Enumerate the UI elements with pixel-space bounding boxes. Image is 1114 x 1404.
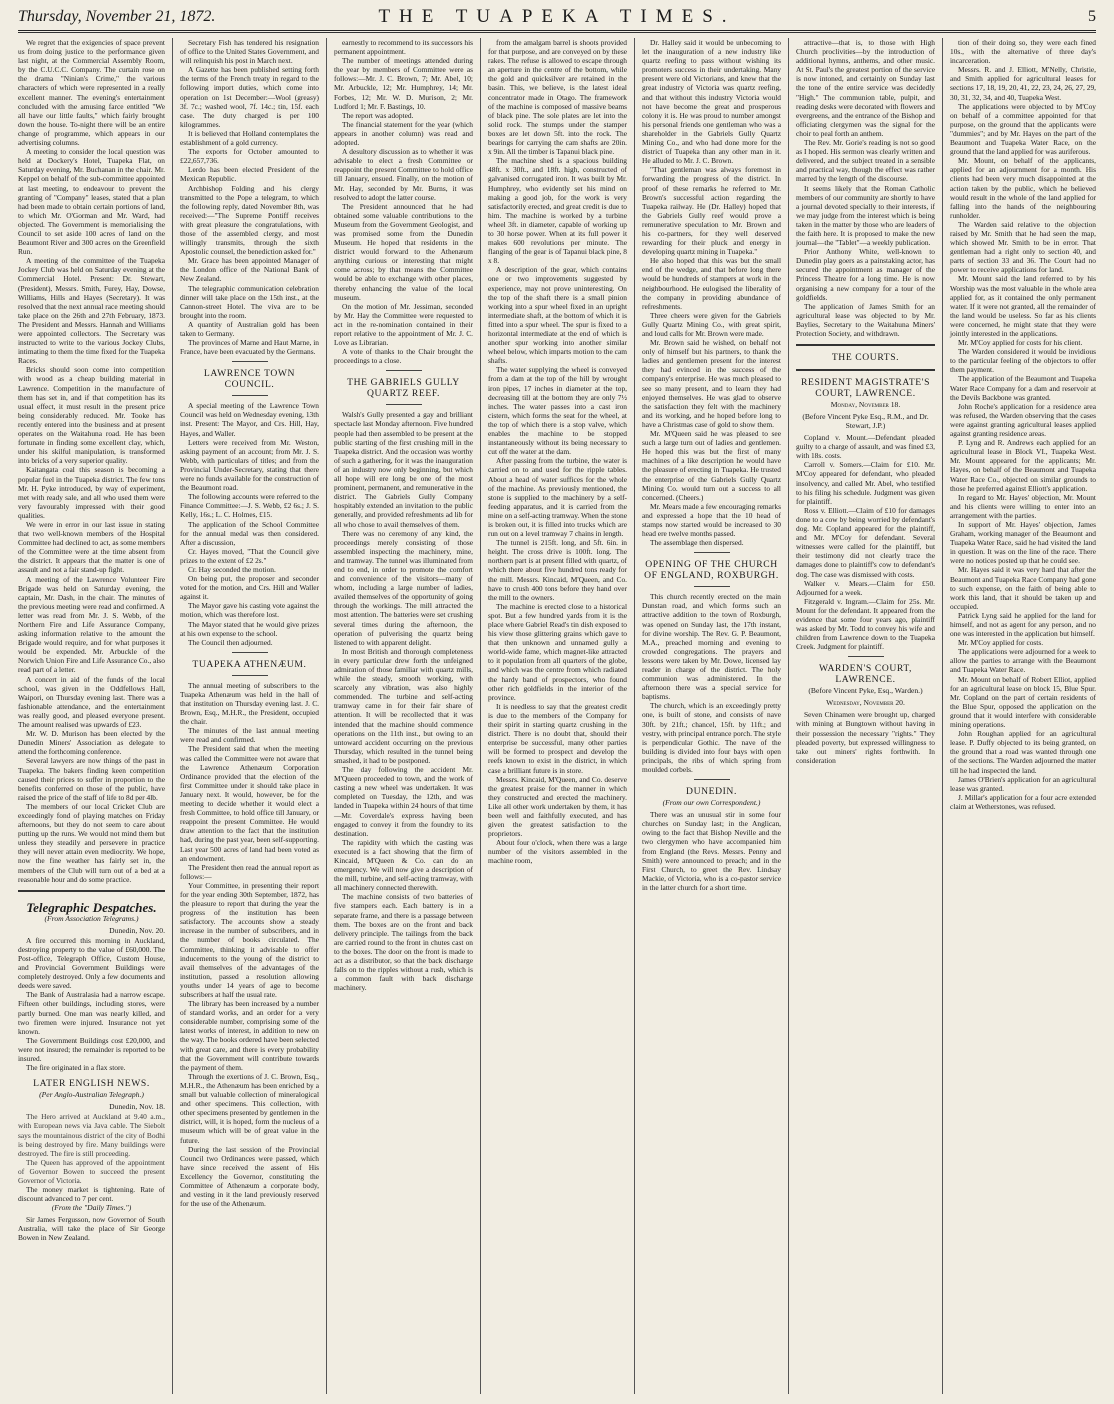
paragraph: "That gentleman was always foremost in forwarding the progress of the district. In proof of these remarks he referred to Mr. Brown's successful action regarding the Tuapeka railway. He (Dr. Halley) hoped that the Gabriels Gully reef would prove a remunerative speculation to Mr. Brown and his co-partners, for they well deserved rewarding for their pluck and energy in developing quartz mining in Tuapeka." (642, 165, 781, 257)
paragraph: A meeting to consider the local question was held at Dockery's Hotel, Tuapeka Flat, on Saturday evening, Mr. Buchanan in the chair. Mr. Keppel on behalf of the sub-committee appointed at last meeting, to endeavour to prevent the granting of "Company" leases, stated that a plan had been made to obtain certain portions of land, to which Mr. O'Gorman and Mr. Ward, had objected. The Government is memorialising the Council to set aside 100 acres of land on the Beaumont River and 300 acres on the Greenfield Run. (18, 147, 165, 257)
dunedin-subheading: (From our own Correspondent.) (662, 798, 761, 808)
paragraph: Secretary Fish has tendered his resignation of office to the United States Government, and will relinquish his post in March next. (180, 38, 319, 66)
paragraph: Mr. Mount on behalf of Robert Elliot, applied for an agricultural lease on block 15, Blue Spur. Mr. Copland on the part of certain residents of the Blue Spur, opposed the application on the ground that it would interfere with considerable mining operations. (950, 674, 1096, 730)
page-number: 5 (1088, 8, 1096, 25)
paragraph: The application of the Beaumont and Tuapeka Water Race Company for a dam and reservoir at the Devils Backbone was granted. (950, 374, 1096, 402)
later-news-heading: LATER ENGLISH NEWS. (33, 1078, 150, 1090)
paragraph: The Hero arrived at Auckland at 9.40 a.m., with European news via Java cable. The Siebolt says the mountainous district of the city of Bodhi is being destroyed by fire. Many buildings were destroyed. The fire is still proceeding. (18, 1112, 165, 1158)
paragraph: The number of meetings attended during the year by members of Committee were as follows:—Mr. J. C. Brown, 7; Mr. Abel, 10; Mr. Arbuckle, 12; Mr. Humphrey, 14; Mr. Forbes, 12; Mr. W. D. Murison, 2; Mr. Ludford 1; Mr. F. Bastings, 10. (334, 56, 473, 111)
court-bench: (Before Vincent Pyke, Esq., Warden.) (808, 686, 923, 696)
paragraph: Carroll v. Somers.—Claim for £10. Mr. M'Coy appeared for defendant, who pleaded insolvency, and called Mr. Abel, who testified to his filing his schedule. Judgment was given for plaintiff. (796, 460, 935, 506)
dunedin-heading: DUNEDIN. (686, 786, 737, 798)
column-3 (326, 38, 480, 1394)
paragraph: A fire occurred this morning in Auckland, destroying property to the value of £60,000. The Post-office, Telegraph Office, Custom House, and Provincial Government Buildings were completely destroyed. Only a few documents and deeds were saved. (18, 935, 165, 991)
paragraph: He also hoped that this was but the small end of the wedge, and that before long there would be hundreds of stampers at work in the neighbourhood. He eulogised the liberality of the company in providing abundance of refreshments. (642, 256, 781, 311)
telegraphic-heading: Telegraphic Despatches. (26, 899, 157, 915)
paragraph: It is believed that Holland contemplates the establishment of a gold currency. (180, 128, 319, 148)
paragraph: The assemblage then dispersed. (650, 538, 744, 548)
paragraph: Mr. Brown said he wished, on behalf not only of himself but his partners, to thank the ladies and gentlemen present for the interest they had evinced in the success of the company's enterprise. He was much pleased to see so many present, and to learn they had enjoyed themselves. He was glad to observe the satisfaction they felt with the machinery and its working, and he hoped before long to have a Christmas case of gold to show them. (642, 338, 781, 429)
paragraph: The Warden said relative to the objection raised by Mr. Smith that he had seen the map, which showed Mr. Smith to be in error. That gentleman had a right only to section 40, and parts of section 33 and 36. The Court had no power to receive applications for land. (950, 219, 1096, 275)
paragraph: Patrick Lyng said he applied for the land for himself, and not as agent for any person, and no one was interested in the application but himself. (950, 610, 1096, 639)
divider (232, 395, 268, 396)
paragraph: Cr. Hayes moved, "That the Council give prizes to the extent of £2 2s." (180, 546, 319, 565)
column-5 (634, 38, 788, 1394)
paragraph: During the last session of the Provincial Council two Ordinances were passed, which have since received the assent of His Excellency the Governor, constituting the Committee of Athenæum a corporate body, and vesting in it the land previously reserved for the use of the Athenæum. (180, 1144, 319, 1209)
column-4 (480, 38, 634, 1394)
paragraph: Prior Anthony White, well-known to Dunedin play goers as a painstaking actor, has secured the appointment as manager of the Princess Theatre for a long time. He is now organising a new company for a tour of the goldfields. (796, 247, 935, 302)
divider (694, 552, 730, 553)
later-news-subheading: (Per Anglo-Australian Telegraph.) (39, 1090, 144, 1100)
paragraph: The applications were objected to by M'Coy on behalf of a committee appointed for that purpose, on the ground that the applicants were "dummies"; and by Mr. Hayes on the part of the Beaumont and Tuapeka Water Race, on the ground that the land applied for was auriferous. (950, 101, 1096, 157)
paragraph: The Bank of Australasia had a narrow escape. Fifteen other buildings, including stores, were partly burned. One man was nearly killed, and two firemen were injured. Insurance not yet known. (18, 990, 165, 1036)
paragraph: from the amalgam barrel is shoots provided for that purpose, and are conveyed on by these rakes. The refuse is allowed to escape through an aperture in the centre of the bottom, while the gold and quicksilver are retained in the basin. This, we believe, is the latest ideal concentrator made in Otago. The framework of the machine is composed of massive beams of black pine. The sole plates are let into the solid rock. The stumps under the stamper boxes are let down 5ft. into the rock. The bearings for carrying the cam shafts are 20in. x 9in. All the timber is Tapanui black pine. (488, 38, 627, 157)
paragraph: The President said that when the meeting was called the Committee were not aware that the Lawrence Athenæum Corporation Ordinance provided that the election of the first Committee under it should take place in January next. It would, however, be for the meeting to decide whether it would elect a fresh Committee, to hold office till January, or reappoint the present Committee. He would draw attention to the fact that the institution had, during the past year, been self-supporting. Last year 500 acres of land had been voted as an endowment. (180, 744, 319, 863)
council-heading: LAWRENCE TOWN COUNCIL. (203, 368, 296, 391)
paragraph: On being put, the proposer and seconder voted for the motion, and Crs. Hill and Waller against it. (180, 574, 319, 602)
paragraph: In support of Mr. Hayes' objection, James Graham, working manager of the Beaumont and Tuapeka Water Race, said he had visited the land in question. It was on the line of the race. There were no notices posted up that he could see. (950, 519, 1096, 566)
paragraph: The President announced that he had obtained some valuable contributions to the Museum from the Government Geologist, and was promised some from the Dunedin Museum. He hoped that residents in the district would forward to the Athenæum anything curious or interesting that might come across; by that means the Committee would be able to exchange with other places, thereby enhancing the value of the local museum. (334, 201, 473, 302)
paragraph: The Mayor stated that he would give prizes at his own expense to the school. (180, 619, 319, 638)
paragraph: In most British and thorough completeness in every particular drew forth the unfeigned admiration of those familiar with quartz mills, while the steady, smooth working, with scarcely any vibration, was also highly commended. The turbine and self-acting tramway came in for their fair share of attention. It will be recollected that it was intended that the machine should commence operations on the 11th inst., but owing to an untoward accident occurring on the previous Thursday, which resulted in the tunnel being smashed, it had to be postponed. (334, 646, 473, 765)
paragraph: A quantity of Australian gold has been taken to Germany. (180, 319, 319, 338)
paragraph: Archbishop Folding and his clergy transmitted to the Pope a telegram, to which the following reply, dated November 8th, was received:—"The Supreme Pontiff receives with great pleasure the congratulations, with those of the assembled clergy, and most willingly transmits, through the sixth Apostolic counsel, the benediction asked for." (180, 183, 319, 257)
church-opening-heading: OPENING OF THE CHURCH OF ENGLAND, ROXBURGH. (644, 559, 779, 582)
paragraph: It is needless to say that the greatest credit is due to the members of the Company for their spirit in starting quartz crushing in the district. There is no doubt that, should their enterprise be successful, many other parties will be formed to prospect and develop the reefs known to exist in the district, in which case a brilliant future is in store. (488, 701, 627, 775)
paragraph: There was an unusual stir in some four churches on Sunday last; in the Anglican, owing to the fact that Bishop Neville and the two clergymen who have accompanied him from England (the Revs. Messrs. Penny and Smith) were announced to preach; and in the First Church, to greet the Rev. Lindsay Mackie, of Victoria, who is a co-pastor service in the latter church for a short time. (642, 810, 781, 892)
paragraph: Messrs. R. and J. Elliott, M'Nelly, Christie, and Smith applied for agricultural leases for sections 17, 18, 19, 20, 41, 22, 23, 24, 26, 27, 29, 30, 31, 32, 34, and 40, Tuapeka West. (950, 65, 1096, 102)
issue-date: Thursday, November 21, 1872. (18, 8, 216, 25)
paragraph: The day following the accident Mr. M'Queen proceeded to town, and the work of casting a new wheel was undertaken. It was completed on Tuesday, the 12th, and was landed in Tuapeka within 24 hours of that time—Mr. Coverdale's express having been engaged to convey it from the foundry to its destination. (334, 765, 473, 838)
paragraph: Mr. Hayes said it was very hard that after the Beaumont and Tuapeka Race Company had gone to such expense, on the faith of being able to work this land, that it should be taken up and occupied. (950, 565, 1096, 611)
resident-magistrate-heading: RESIDENT MAGISTRATE'S COURT, LAWRENCE. (800, 377, 931, 400)
paragraph: The library has been increased by a number of standard works, and an order for a very considerable number, comprising some of the latest works of interest, in addition to new on the way. The books ordered have been selected with great care, and there is every probability that the Government will contribute towards the payment of them. (180, 999, 319, 1072)
paragraph: Three cheers were given for the Gabriels Gully Quartz Mining Co., with great spirit, and loud calls for Mr. Brown were made. (642, 310, 781, 338)
paragraph: Lerdo has been elected President of the Mexican Republic. (180, 165, 319, 184)
athenaeum-heading: TUAPEKA ATHENÆUM. (192, 658, 307, 670)
paragraph: Mr. Mount said the land referred to by his Worship was the most valuable in the whole area applied for, as it contained the only permanent water. If it were not granted, all the remainder of the land would be useless. So far as his clients were concerned, he might state that they were jointly interested in the applications. (950, 274, 1096, 338)
paragraph: A desultory discussion as to whether it was advisable to elect a fresh Committee or reappoint the present Committee to hold office till January, ensued. Finally, on the motion of Mr. Hay, seconded by Mr. Burns, it was resolved to adopt the latter course. (334, 147, 473, 202)
paragraph: P. Lyng and R. Andrews each applied for an agricultural lease in Block VI., Tuapeka West. Mr. Mount appeared for the applicants; Mr. Hayes, on behalf of the Beaumont and Tuapeka Water Race Co., objected on similar grounds to those he preferred against Elliott's application. (950, 438, 1096, 493)
paragraph: About four o'clock, when there was a large number of the visitors assembled in the machine room, (488, 838, 627, 866)
paragraph: The members of our local Cricket Club are exceedingly fond of playing matches on Friday afternoons, but they do not seem to care about putting up the runs. We would not mind them but unless they steadily and persevere in practice they will never attain even mediocrity. We hope, now the fine weather has fairly set in, the members of the Club will turn out of a bed at a reasonable hour and do some practice. (18, 801, 165, 884)
newspaper-columns (18, 38, 1096, 1394)
masthead-rule (18, 32, 1096, 33)
paragraph: Ross v. Elliott.—Claim of £10 for damages done to a cow by being worried by defendant's dog. Mr. Copland appeared for the plaintiff, and Mr. M'Coy for defendant. Several witnesses were called for the plaintiff, but their testimony did not clearly trace the damages done to plaintiff's cow to defendant's dog. The case was dismissed with costs. (796, 505, 935, 579)
paragraph: This church recently erected on the main Dunstan road, and which forms such an attractive addition to the town of Roxburgh, was opened on Sunday last, the 17th instant, for divine worship. The Rev. G. P. Beaumont, M.A., preached morning and evening to crowded congregations. The prayers and lessons were taken by Mr. Dowe, licensed lay reader in charge of the district. The holy communion was administered. In the afternoon there was a special service for baptisms. (642, 592, 781, 702)
paragraph: Letters were received from Mr. Weston, asking payment of an account; from Mr. J. S. Webb, with particulars of titles; and from the Provincial Under-Secretary, stating that there were no funds available for the construction of the Beaumont road. (180, 437, 319, 493)
paragraph: The financial statement for the year (which appears in another column) was read and adopted. (334, 119, 473, 148)
section-rule (18, 890, 165, 892)
paragraph: Mr. Mount, on behalf of the applicants, applied for an adjournment for a month. His clients had been very much disappointed at the action taken by the public, which he believed would result in the whole of the land applied for falling into the hands of the neighbouring runholder. (950, 156, 1096, 220)
paragraph: Mr. M'Queen said he was pleased to see such a large turn out of ladies and gentlemen. He hoped this was but the first of many machines of a like description he would have the pleasure of erecting in Tuapeka. He trusted the enterprise of the Gabriels Gully Quartz Mining Co. would turn out a success to all concerned. (Cheers.) (642, 429, 781, 502)
paragraph: The money market is tightening. Rate of discount advanced to 7 per cent. (18, 1185, 165, 1204)
paragraph: Fitzgerald v. Ingram.—Claim for 25s. Mr. Mount for the defendant. It appeared from the evidence that some four years ago, plaintiff was asked by Mr. Todd to convey his wife and children from Lawrence down to the Tuapeka Creek. Judgment for plaintiff. (796, 596, 935, 652)
paragraph: The water supplying the wheel is conveyed from a dam at the top of the hill by wrought iron pipes, 17 inches in diameter at the top, decreasing till at the bottom they are only 7½ inches. The water passes into a cast iron cistern, which forms the seat for the wheel, at the top of which there is a stop valve, which enables the machine to be stopped instantaneously without its being necessary to cut off the water at the dam. (488, 365, 627, 457)
paragraph: The exports for October amounted to £22,657,736. (180, 147, 319, 166)
paragraph: Mr. Mears made a few encouraging remarks and expressed a hope that the 10 head of stamps now started would be increased to 30 head ere twelve months passed. (642, 501, 781, 539)
paragraph: Through the exertions of J. C. Brown, Esq., M.H.R., the Athenæum has been enriched by a small but valuable collection of mineralogical and other specimens. This collection, with other specimens presented by gentlemen in the district, will, it is hoped, form the nucleus of a museum which will be of great value in the future. (180, 1071, 319, 1145)
paragraph: Mr. Grace has been appointed Manager of the London office of the National Bank of New Zealand. (180, 256, 319, 284)
paragraph: attractive—that is, to those with High Church proclivities—by the introduction of additional hymns, anthems, and other music. At St. Paul's the greatest portion of the service is now intoned, and certainly on Sunday last the tone of the entire service was decidedly "High." The communion table, pulpit, and reading desks were decorated with flowers and evergreens, and the entrance of the Bishop and officiating clergymen was the signal for the choir to peal forth an anthem. (796, 38, 935, 138)
paragraph: The minutes of the last annual meeting were read and confirmed. (180, 726, 319, 745)
paragraph: Kaitangata coal this season is becoming a popular fuel in the Tuapeka district. The few tons Mr. H. Pyke introduced, by way of experiment, met with ready sale, and all who used them were very favourably impressed with their good qualities. (18, 465, 165, 520)
paragraph: We were in error in our last issue in stating that two well-known members of the Hospital Committee had declined to act, as some members of the Committee were at the time absent from the district. It appears that the matter is one of assault and not a fair stand-up fight. (18, 519, 165, 575)
column-1 (18, 38, 172, 1394)
paragraph: The Queen has approved of the appointment of Governor Bowen to succeed the present Governor of Victoria. (18, 1157, 165, 1185)
paragraph: James O'Brien's application for an agricultural lease was granted. (950, 774, 1096, 793)
column-7 (942, 38, 1096, 1394)
paragraph: Walsh's Gully presented a gay and brilliant spectacle last Monday afternoon. Five hundred people had then assembled to be present at the public starting of the first crushing mill in the Tuapeka district. And the occasion was worthy of such a gathering, for it was the inauguration of an industry now only beginning, but which all hope will ere long be one of the most prominent, permanent, and remunerative in the district. The Gabriels Gully Company hospitably extended an invitation to the public generally, and provided refreshments ad lib for all who chose to avail themselves of them. (334, 410, 473, 529)
divider (232, 652, 268, 653)
section-rule (796, 369, 935, 371)
paragraph: The telegraphic communication celebration dinner will take place on the 15th inst., at the Cannon-street Hotel. The viva are to be brought into the room. (180, 283, 319, 320)
paragraph: The machine is erected close to a historical spot. But a few hundred yards from it is the place where Gabriel Read's tin dish exposed to his view those glittering grains which gave to that then unknown and unnamed gully a world-wide fame, which magnet-like attracted to it population from all quarters of the globe, and which was the centre from which radiated the hardy band of prospectors, who found other rich goldfields in the interior of the province. (488, 601, 627, 702)
column-2 (172, 38, 326, 1394)
paragraph: The machine consists of two batteries of five stampers each. Each battery is in a separate frame, and there is a passage between them. The boxes are on the front and back delivery principle. The tailings from the back are carried round to the front in chutes cast on to the boxes. The door on the front is made to act as a distributor, so that the back discharge falls on to the ripples without a rush, which is a common fault with back discharge machinery. (334, 892, 473, 993)
paragraph: earnestly to recommend to its successors his permanent appointment. (334, 38, 473, 57)
paragraph: The report was adopted. (342, 110, 414, 120)
gabriels-reef-heading: THE GABRIELS GULLY QUARTZ REEF. (347, 377, 460, 400)
court-date: Wednesday, November 20. (826, 698, 905, 708)
paragraph: A concert in aid of the funds of the local school, was given in the Oddfellows Hall, Waipori, on Thursday evening last. There was a fashionable attendance, and the entertainment was really good, and pleased everyone present. The amount realised was upwards of £23. (18, 674, 165, 730)
paragraph: The machine shed is a spacious building 48ft. x 30ft., and 18ft. high, constructed of galvanised corrugated iron. It was built by Mr. Humphrey, who evidently set his mind on making a good job, for the work is very satisfactorily erected, and great credit is due to him. The machine is worked by a turbine wheel 3ft. in diameter, capable of working up to 30 horse power. When at its full power it makes 600 revolutions per minute. The flanging of the gear is of Tapanui black pine, 8 x 8. (488, 156, 627, 266)
paragraph: The President then read the annual report as follows:— (180, 862, 319, 881)
column-6 (788, 38, 942, 1394)
paragraph: Mr. W. D. Murison has been elected by the Dunedin Miners' Association as delegate to attend the forthcoming conference. (18, 729, 165, 757)
divider (232, 675, 268, 676)
paragraph: A Gazette has been published setting forth the terms of the French treaty in regard to the following import duties, which come into operation on 1st December:—Wool (greasy) 3f. 7c.; washed wool, 7f. 14c.; tin, 15f. each case. The duty charged is per 100 kilogrammes. (180, 65, 319, 129)
paragraph: The application of James Smith for an agricultural lease was objected to by Mr. Baylies, Secretary to the Waitahuna Miners' Protection Society, and withdrawn. (796, 301, 935, 338)
paragraph: The fire originated in a flax store. (26, 1063, 126, 1073)
divider (386, 404, 422, 405)
paragraph: John Roughan applied for an agricultural lease. P. Duffy objected to its being granted, on the ground that a road was wanted through one of the sections. The Warden adjourned the matter till he had inspected the land. (950, 729, 1096, 775)
paragraph: tion of their doing so, they were each fined 10s., with the alternative of three day's incarceration. (950, 38, 1096, 66)
paragraph: The Warden considered it would be invidious to the particular feeling of the objectors to offer them payment. (950, 347, 1096, 375)
dateline: Dunedin, Nov. 18. (109, 1102, 165, 1112)
masthead (18, 6, 1096, 31)
paragraph: John Roche's application for a residence area was refused, the Warden observing that the cases were against granting agricultural leases applied against granting residence areas. (950, 401, 1096, 439)
paragraph: A special meeting of the Lawrence Town Council was held on Wednesday evening, 13th inst. Present: The Mayor, and Crs. Hill, Hay, Hayes, and Waller. (180, 401, 319, 438)
paragraph: In regard to Mr. Hayes' objection, Mr. Mount and his clients were willing to enter into an arrangement with the parties. (950, 492, 1096, 520)
paragraph: The rapidity with which the casting was executed is a fact showing that the firm of Kincaid, M'Queen & Co. can do an emergency. We will now give a description of the mill, turbine, and self-acting tramway, with all machinery connected therewith. (334, 837, 473, 893)
wardens-court-heading: WARDEN'S COURT, LAWRENCE. (818, 663, 913, 686)
paragraph: Mr. M'Coy applied for costs for his client. (958, 338, 1083, 348)
paragraph: The Government Buildings cost £20,000, and were not insured; the remainder is reported to be insured. (18, 1035, 165, 1064)
paragraph: Sir James Fergusson, now Governor of South Australia, will take the place of Sir George Bowen in New Zealand. (18, 1215, 165, 1243)
paragraph: The application of the School Committee for the annual medal was then considered. After a discussion, (180, 519, 319, 547)
paragraph: A meeting of the committee of the Tuapeka Jockey Club was held on Saturday evening at the Commercial Hotel. Present: Dr. Stewart, (President), Messrs. Smith, Furey, Hay, Dowse, Williams, Hills and Hayes (Secretary). It was resolved that the next annual race meeting should take place on the 26th and 27th February, 1873. The President and Messrs. Hannah and Williams were appointed collectors. The Secretary was instructed to write to the various Jockey Clubs, intimating to them the time fixed for the Tuapeka Races. (18, 256, 165, 366)
divider (694, 779, 730, 780)
divider (694, 586, 730, 587)
paragraph: Dr. Halley said it would be unbecoming to let the inauguration of a new industry like quartz reefing to pass without wishing its promoters success in their undertaking. Many present were old Victorians, and knew that the great industry of Victoria was quartz reefing, and that without this industry Victoria would not have become the great and prosperous colony it is. He was proud to number amongst his personal friends one gentleman who was a shareholder in the Gabriels Gully Quartz Mining Co., and who had done more for the district of Tuapeka than any other man in it. He alluded to Mr. J. C. Brown. (642, 38, 781, 166)
divider (232, 361, 268, 362)
paragraph: The annual meeting of subscribers to the Tuapeka Athenæum was held in the hall of that institution on Thursday evening last. J. C. Brown, Esq., M.H.R., the President, occupied the chair. (180, 680, 319, 727)
paragraph: On the motion of Mr. Jessiman, seconded by Mr. Hay the Committee were requested to act in the re-nomination contained in their report relative to the appointment of Mr. J. C. Love as Librarian. (334, 301, 473, 348)
paragraph: Seven Chinamen were brought up, charged with mining at Bungtown without having in their possession the necessary "rights." They pleaded poverty, but expressed willingness to take out miners' rights forthwith. In consideration (796, 710, 935, 765)
paragraph: We regret that the exigencies of space prevent us from doing justice to the performance given last night, at the Commercial Assembly Room, by the C.U.C.C. Company. The curtain rose on the drama "Ninian's Crime," the various characters of which were represented in a really excellent manner. The evening's entertainment concluded with the amusing farce entitled "We all have our little faults," which fairly brought down the house. To-night there will be an entire change of programme, which appears in our advertising columns. (18, 38, 165, 148)
paragraph: Several lawyers are now things of the past in Tuapeka. The bakers finding keen competition caused their prices to suffer in proportion to the benefits conferred on those of the public, have raised the price of the staff of life to 8d per 4lb. (18, 756, 165, 802)
paragraph: The tunnel is 215ft. long, and 5ft. 6in. in height. The cross drive is 100ft. long. The northern part is at present filled with quartz, of which there about five hundred tons ready for the mill. Messrs. Kincaid, M'Queen, and Co. have to crush 400 tons before they hand over the mill to the owners. (488, 538, 627, 602)
paragraph: Your Committee, in presenting their report for the year ending 30th September, 1872, has the pleasure to report that during the year the progress of the institution has been satisfactory. The accounts show a steady increase in the number of subscribers, and in the number of books circulated. The Committee, thinking it advisable to offer inducements to the young of the district to avail themselves of the advantages of the institution, passed a resolution allowing youths under 14 years of age to become subscribers at half the usual rate. (180, 880, 319, 999)
source-note: (From the "Daily Times.") (51, 1203, 132, 1213)
paragraph: A vote of thanks to the Chair brought the proceedings to a close. (334, 347, 473, 366)
court-date: Monday, November 18. (830, 400, 901, 410)
divider (848, 656, 884, 657)
paragraph: After passing from the turbine, the water is carried on to and used for the ripple tables. About a head of water suffices for the whole of the machine. As previously mentioned, the stone is supplied to the machinery by a self-feeding apparatus, and it is carried from the mine on a self-acting tramway. When the stone is broken out, it is filled into trucks which are run out on a level tramway 7 chains in length. (488, 456, 627, 539)
newspaper-title: THE TUAPEKA TIMES. (378, 6, 736, 27)
paragraph: The church, which is an exceedingly pretty one, is built of stone, and consists of nave 30ft. by 21ft.; chancel, 15ft. by 11ft.; and vestry, with principal entrance porch. The style is perpendicular Gothic. The nave of the building is divided into four bays with open principals, the ribs of which spring from moulded corbels. (642, 701, 781, 775)
court-bench: (Before Vincent Pyke Esq., R.M., and Dr. Stewart, J.P.) (802, 412, 929, 431)
paragraph: The provinces of Marne and Haut Marne, in France, have been evacuated by the Germans. (180, 338, 319, 357)
paragraph: Bricks should soon come into competition with wood as a cheap building material in Lawrence. Competition in the manufacture of them has set in, and if that competition has its usual effect, it must result in the present price being considerably reduced. Mr. Tooke has recently entered into the business and at present operates on the Waitahuna road. He has been fortunate in finding some excellent clay, which, under his skilful manipulation, is transformed into bricks of a very superior quality. (18, 365, 165, 466)
paragraph: The applications were adjourned for a week to allow the parties to arrange with the Beaumont and Tuapeka Water Race. (950, 647, 1096, 675)
telegraphic-subheading: (From Association Telegrams.) (44, 913, 139, 923)
paragraph: A description of the gear, which contains one or two improvements suggested by experience, may not prove uninteresting. On the top of the shaft there is a small pinion working into a spur wheel fixed in an upright intermediate shaft, at the bottom of which it is fitted into a spur wheel. The spur is fixed to a horizontal intermediate at the end of which is another spur working into another similar wheel below, which imparts motion to the cam shafts. (488, 265, 627, 366)
paragraph: Walker v. Mears.—Claim for £50. Adjourned for a week. (796, 578, 935, 597)
divider (386, 370, 422, 371)
paragraph: Mr. M'Coy applied for costs. (958, 638, 1044, 648)
paragraph: The Council then adjourned. (188, 637, 273, 647)
paragraph: The Rev. Mr. Gorie's reading is not so good as I hoped. His sermon was clearly written and delivered, and the subject treated in a sensible and practical way, though the effect was rather marred by the length of the discourse. (796, 138, 935, 184)
paragraph: Copland v. Mount.—Defendant pleaded guilty to a charge of assault, and was fined £3, with 18s. costs. (796, 433, 935, 461)
dateline: Dunedin, Nov. 20. (109, 925, 165, 935)
paragraph: Cr. Hay seconded the motion. (188, 564, 276, 574)
paragraph: A meeting of the Lawrence Volunteer Fire Brigade was held on Saturday evening, the captain, Mr. Dash, in the chair. The minutes of the previous meeting were read and confirmed. A letter was read from Mr. J. S. Webb, of the Northern Fire and Life Assurance Company, asking information relative to the amount the Brigade would require, and for what purposes it would be expended. Mr. Arbuckle of the Norwich Union Fire and Life Assurance Co., also read part of a letter. (18, 574, 165, 675)
paragraph: The Mayor gave his casting vote against the motion, which was therefore lost. (180, 601, 319, 620)
section-rule (796, 344, 935, 346)
paragraph: The following accounts were referred to the Finance Committee:—J. S. Webb, £2 6s.; J. S. Kelly, 16s.; L. C. Holmes, £15. (180, 492, 319, 520)
courts-heading: THE COURTS. (831, 352, 900, 364)
paragraph: There was no ceremony of any kind, the proceedings merely consisting of those assembled inspecting the machinery, mine, and tramway. The tunnel was illuminated from end to end, in order to promote the comfort and convenience of the visitors—many of whom, including a large number of ladies, availed themselves of the opportunity of going through the workings. The mill attracted the most attention. The batteries were set crushing several times during the afternoon, the operation of pulverising the quartz being listened to with apparent delight. (334, 528, 473, 647)
paragraph: It seems likely that the Roman Catholic members of our community are shortly to have a journal devoted specially to their interests, if we may judge from the interest which is being taken in the matter by those who are leaders of the faith here. It is proposed to make the new journal—the "Tablet"—a weekly publication. (796, 183, 935, 248)
paragraph: Messrs. Kincaid, M'Queen, and Co. deserve the greatest praise for the manner in which they constructed and erected the machinery. Like all other work undertaken by them, it has been well and faithfully executed, and has given the greatest satisfaction to the proprietors. (488, 774, 627, 839)
paragraph: J. Millar's application for a four acre extended claim at Wetherstones, was refused. (950, 792, 1096, 811)
